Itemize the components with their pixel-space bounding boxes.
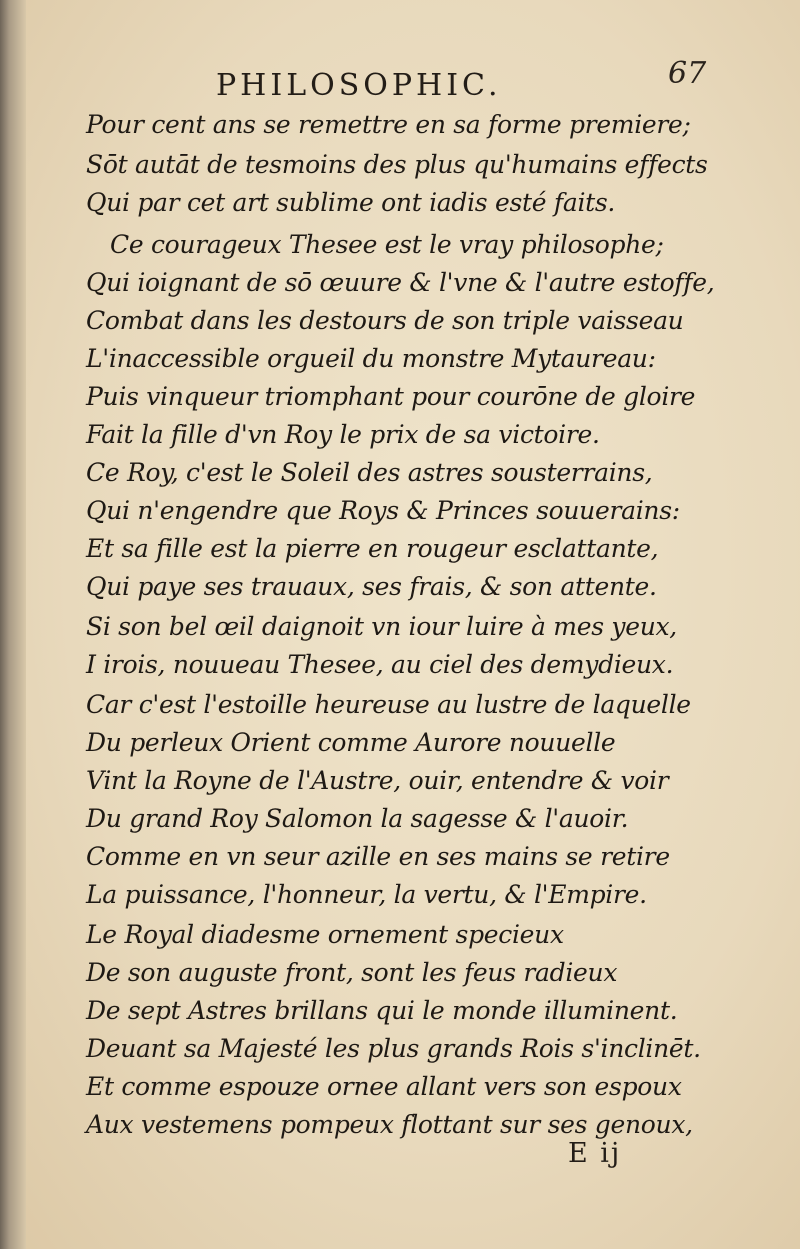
page-number: 67 (668, 56, 707, 91)
verse-line: Qui n'engendre que Roys & Princes souuerains: (86, 496, 680, 525)
verse-line: Car c'est l'estoille heureuse au lustre de laquelle (86, 690, 691, 719)
verse-line: I irois, nouueau Thesee, au ciel des demydieux. (86, 650, 674, 679)
verse-line: La puissance, l'honneur, la vertu, & l'Empire. (86, 880, 647, 909)
verse-line: Vint la Royne de l'Austre, ouir, entendre & voir (86, 766, 669, 795)
verse-line: Du perleux Orient comme Aurore nouuelle (86, 728, 616, 757)
verse-line: Sōt autāt de tesmoins des plus qu'humains effects (86, 150, 708, 179)
verse-line: Pour cent ans se remettre en sa forme premiere; (86, 110, 691, 139)
running-title: PHILOSOPHIC. (216, 68, 502, 103)
verse-line: Fait la fille d'vn Roy le prix de sa victoire. (86, 420, 600, 449)
verse-line: Ce courageux Thesee est le vray philosophe; (110, 230, 664, 259)
verse-line: Ce Roy, c'est le Soleil des astres sousterrains, (86, 458, 653, 487)
verse-line: Qui par cet art sublime ont iadis esté faits. (86, 188, 616, 217)
verse-line: Qui ioignant de sō œuure & l'vne & l'autre estoffe, (86, 268, 715, 297)
verse-line: L'inaccessible orgueil du monstre Mytaureau: (86, 344, 656, 373)
verse-line: Comme en vn seur azille en ses mains se retire (86, 842, 670, 871)
verse-line: Si son bel œil daignoit vn iour luire à mes yeux, (86, 612, 677, 641)
verse-line: Et comme espouze ornee allant vers son espoux (86, 1072, 682, 1101)
verse-line: Combat dans les destours de son triple vaisseau (86, 306, 684, 335)
signature-mark: E ij (568, 1138, 622, 1169)
verse-line: De sept Astres brillans qui le monde illuminent. (86, 996, 678, 1025)
verse-line: Du grand Roy Salomon la sagesse & l'auoir. (86, 804, 629, 833)
verse-line: Deuant sa Majesté les plus grands Rois s'inclinēt. (86, 1034, 701, 1063)
verse-line: Et sa fille est la pierre en rougeur esclattante, (86, 534, 659, 563)
verse-line: Aux vestemens pompeux flottant sur ses genoux, (86, 1110, 693, 1139)
verse-line: Qui paye ses trauaux, ses frais, & son attente. (86, 572, 657, 601)
verse-line: De son auguste front, sont les feus radieux (86, 958, 618, 987)
verse-line: Puis vinqueur triomphant pour courōne de gloire (86, 382, 696, 411)
verse-line: Le Royal diadesme ornement specieux (86, 920, 564, 949)
